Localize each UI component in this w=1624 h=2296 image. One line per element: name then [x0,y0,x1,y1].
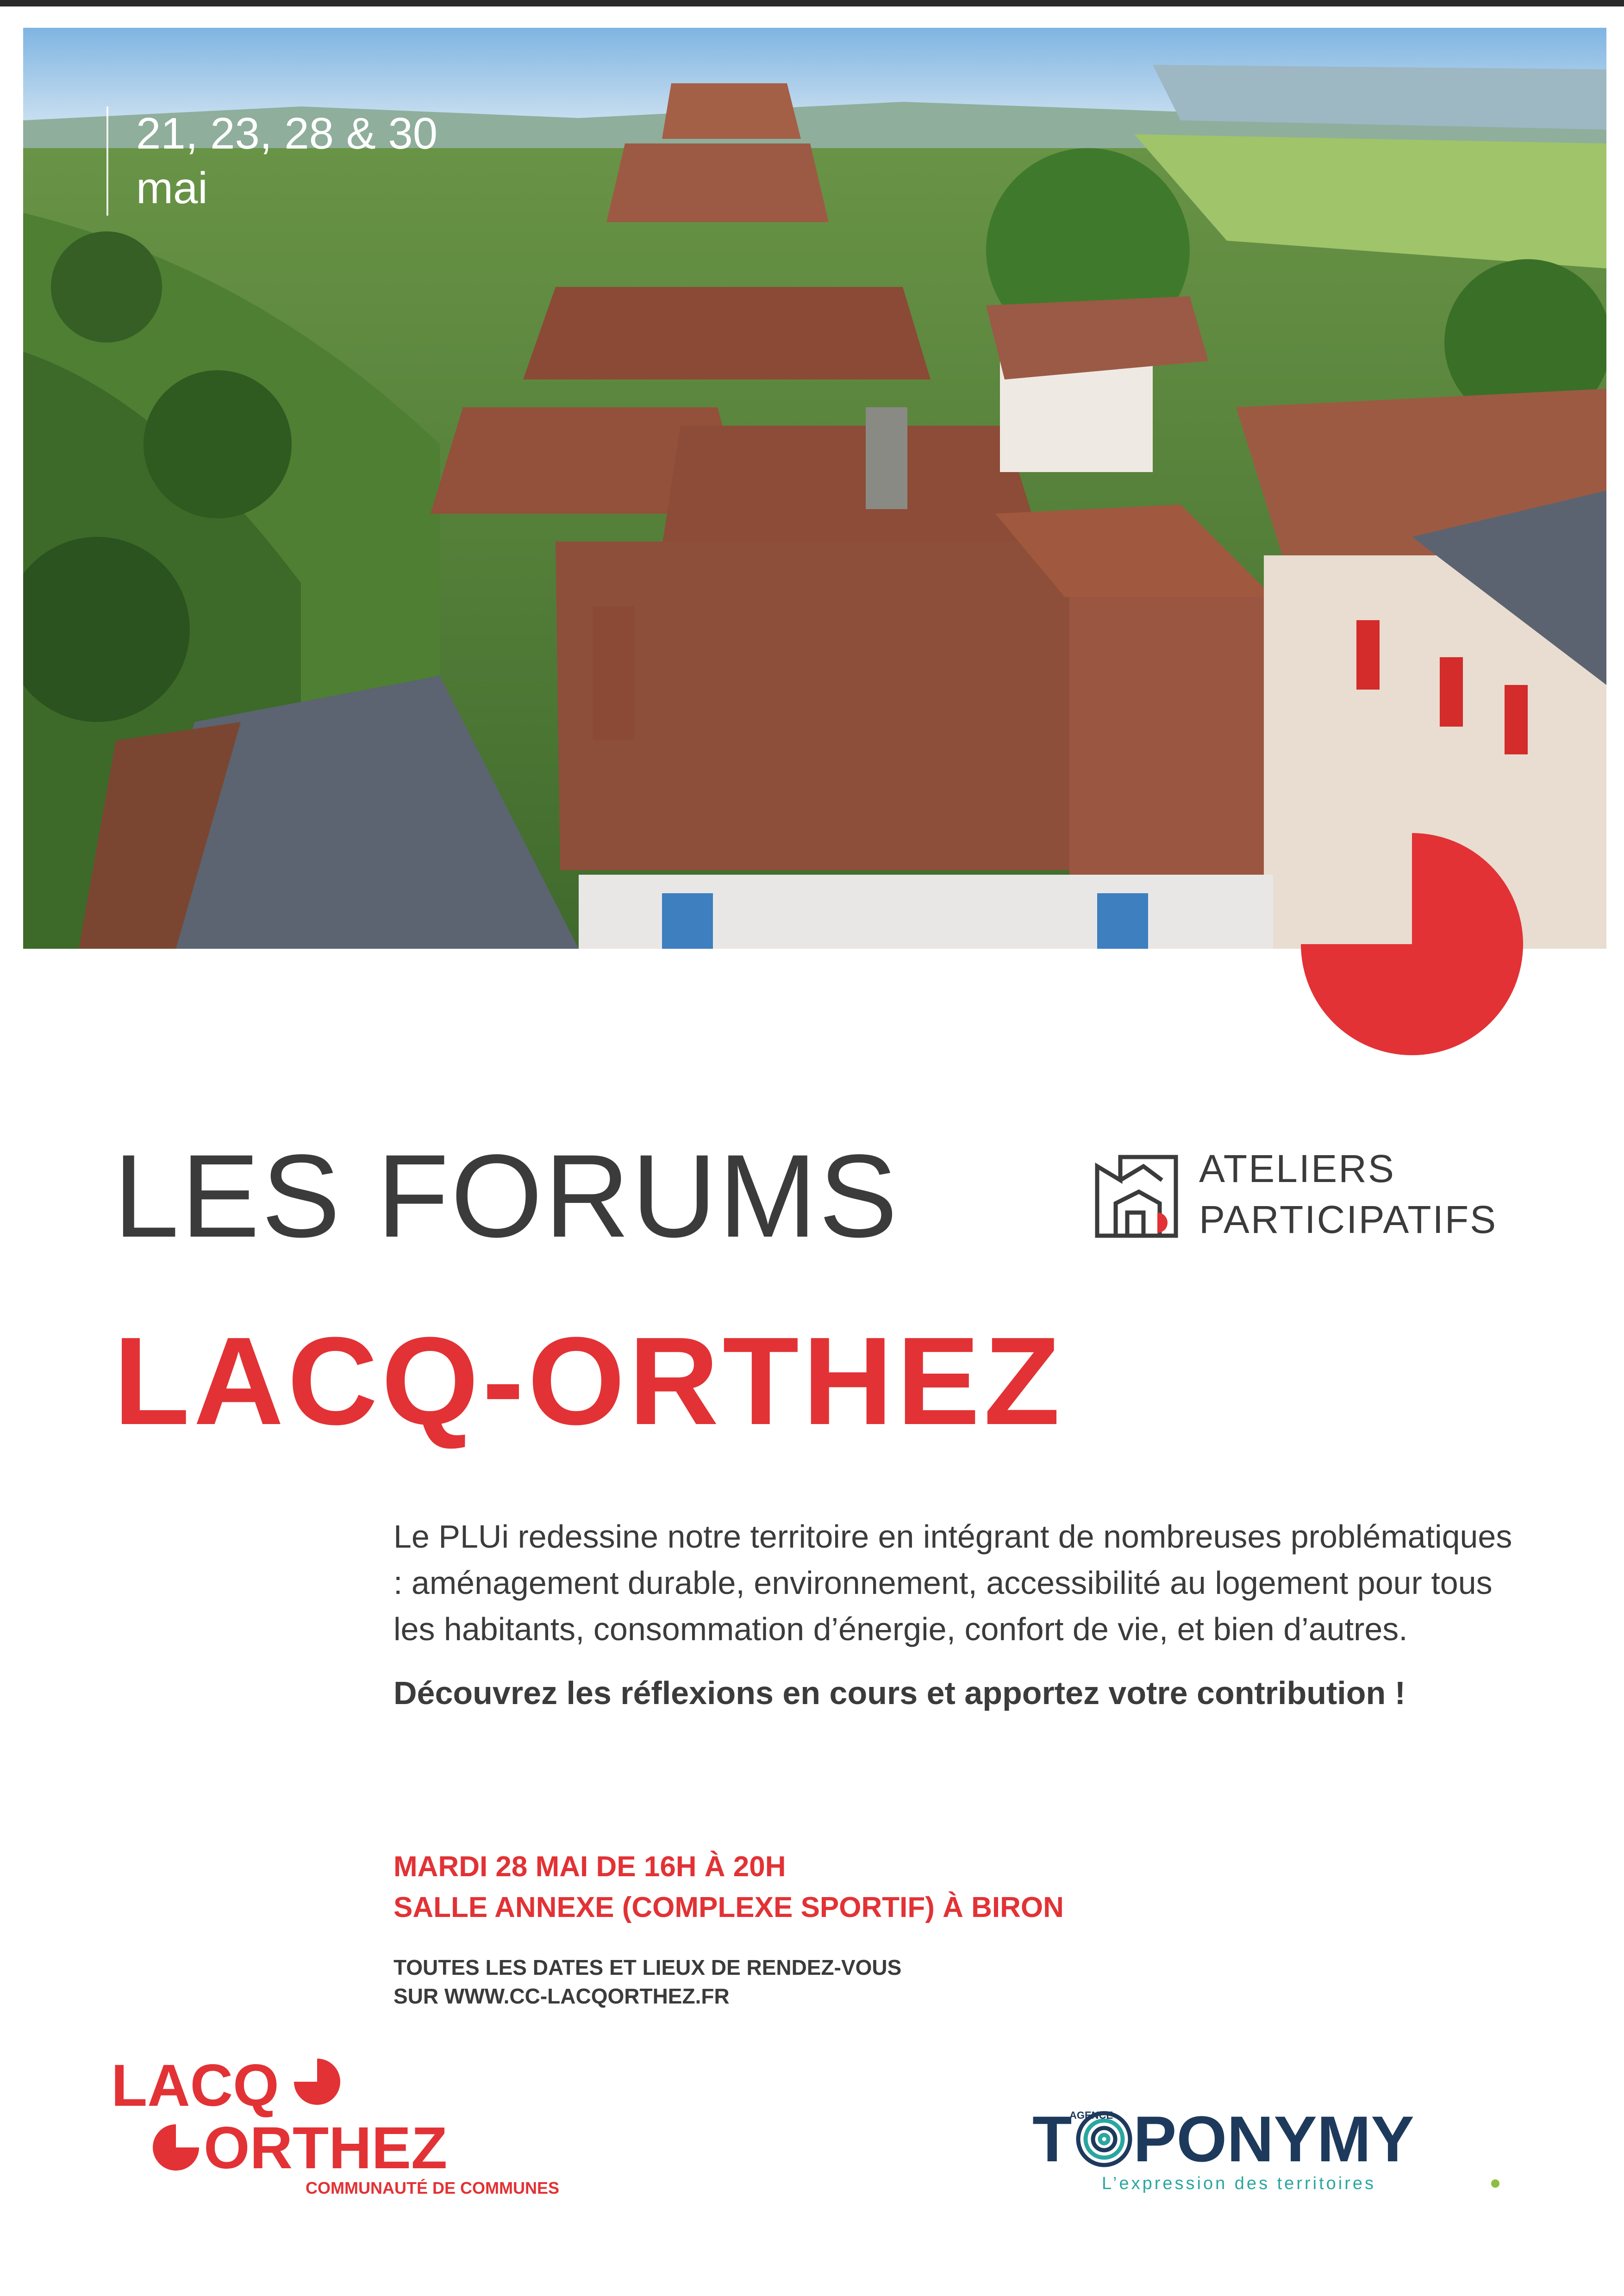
logo-quarter-circle-top [294,2059,340,2105]
tag-line-participatifs: PARTICIPATIFS [1199,1198,1498,1241]
more-info [394,1953,901,2010]
logo-green-dot [1491,2179,1499,2188]
fingerprint-o-icon [1078,2113,1130,2165]
logo-word-orthez: ORTHEZ [204,2115,448,2181]
red-quarter-circle-decoration [1301,833,1523,1055]
call-to-action: Découvrez les réflexions en cours et apportez votre contribution ! [394,1675,1406,1711]
headline-lacq-orthez: LACQ-ORTHEZ [113,1312,1064,1451]
info-website: SUR WWW.CC-LACQORTHEZ.FR [394,1984,730,2008]
logo-tagline: L’expression des territoires [1102,2174,1376,2193]
event-dates: 21, 23, 28 & 30 mai [106,106,460,216]
body-copy [394,1513,1528,1716]
logo-quarter-circle-bottom [153,2124,199,2171]
headline-les-forums: LES FORUMS [113,1130,899,1262]
event-details [394,1847,1064,1928]
event-date-time: MARDI 28 MAI DE 16H À 20H [394,1851,786,1883]
house-workshop-icon [1088,1148,1185,1245]
logo-word-ponymy: PONYMY [1133,2110,1414,2175]
toponymy-logo [1032,2110,1542,2198]
intro-paragraph: Le PLUi redessine notre territoire en intégrant de nombreuses problématiques : aménagement durable, environnement, accessibilité au logement pour tous les habitants, consommation d’énergie, confort de vie, et bien d’autres. [394,1518,1512,1647]
tag-line-ateliers: ATELIERS [1199,1147,1395,1190]
logo-agence: AGENCE [1069,2110,1113,2121]
event-location: SALLE ANNEXE (COMPLEXE SPORTIF) À BIRON [394,1892,1064,1923]
top-border-line [0,0,1624,6]
logo-subtitle: COMMUNAUTÉ DE COMMUNES [306,2178,559,2197]
info-line-1: TOUTES LES DATES ET LIEUX DE RENDEZ-VOUS [394,1955,902,1979]
lacq-orthez-logo [111,2055,602,2203]
ateliers-participatifs-tag [1199,1143,1497,1245]
logo-word-lacq: LACQ [111,2055,279,2119]
logo-letter-t: T [1032,2110,1072,2175]
